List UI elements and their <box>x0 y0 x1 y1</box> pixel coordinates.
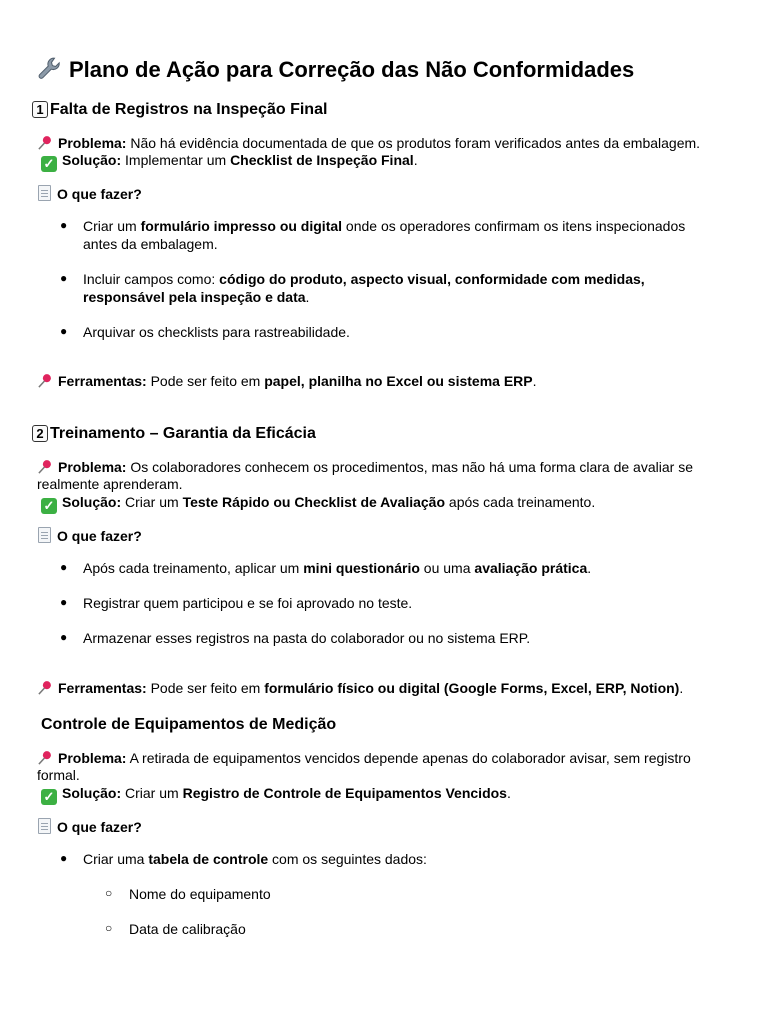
list-item: Após cada treinamento, aplicar um mini questionário ou uma avaliação prática. <box>83 560 592 576</box>
list-item: Armazenar esses registros na pasta do colaborador ou no sistema ERP. <box>83 630 531 646</box>
bullet-icon: ● <box>60 595 68 609</box>
page-title <box>36 55 634 83</box>
list-item: Criar uma tabela de controle com os seguintes dados: <box>83 851 427 867</box>
check-mark-icon: ✓ <box>41 156 57 172</box>
check-mark-icon: ✓ <box>41 498 57 514</box>
bullet-icon: ● <box>60 560 68 574</box>
wrench-icon <box>36 55 62 81</box>
pushpin-icon <box>37 135 53 151</box>
bullet-icon: ● <box>60 324 68 338</box>
list-item: Incluir campos como: código do produto, aspecto visual, conformidade com medidas, <box>83 271 645 287</box>
keycap-1-icon: 1 <box>32 101 48 118</box>
section-3-problema-continuation: formal. <box>37 767 80 783</box>
hollow-bullet-icon: ○ <box>105 886 113 900</box>
document-icon <box>38 185 51 201</box>
section-3-problema: Problema: A retirada de equipamentos vencidos depende apenas do colaborador avisar, sem registro <box>37 750 691 768</box>
section-2-problema: Problema: Os colaboradores conhecem os procedimentos, mas não há uma forma clara de avaliar se <box>37 459 693 477</box>
section-3-heading <box>41 715 336 735</box>
sub-list-item: Nome do equipamento <box>129 886 271 902</box>
bullet-icon: ● <box>60 851 68 865</box>
list-item-continuation: antes da embalagem. <box>83 236 218 252</box>
keycap-2-icon: 2 <box>32 425 48 442</box>
bullet-icon: ● <box>60 630 68 644</box>
section-2-solucao: ✓ Solução: Criar um Teste Rápido ou Checklist de Avaliação após cada treinamento. <box>41 494 595 514</box>
section-2-o-que-fazer: O que fazer? <box>38 527 142 546</box>
list-item: Arquivar os checklists para rastreabilidade. <box>83 324 350 340</box>
section-2-heading <box>32 424 316 444</box>
section-3-o-que-fazer: O que fazer? <box>38 818 142 837</box>
section-3-title: Controle de Equipamentos de Medição <box>41 716 337 733</box>
section-1-heading <box>32 100 327 120</box>
section-2-ferramentas: Ferramentas: Pode ser feito em formulário físico ou digital (Google Forms, Excel, ERP, Notion). <box>37 680 683 698</box>
pushpin-icon <box>37 459 53 475</box>
section-1-title: Falta de Registros na Inspeção Final <box>50 101 328 118</box>
document-icon <box>38 527 51 543</box>
title-text: Plano de Ação para Correção das Não Conformidades <box>69 57 635 82</box>
section-1-solucao: ✓ Solução: Implementar um Checklist de Inspeção Final. <box>41 152 418 172</box>
sub-list-item: Data de calibração <box>129 921 246 937</box>
pushpin-icon <box>37 373 53 389</box>
pushpin-icon <box>37 680 53 696</box>
section-1-o-que-fazer: O que fazer? <box>38 185 142 204</box>
section-2-title: Treinamento – Garantia da Eficácia <box>50 425 316 442</box>
list-item: Registrar quem participou e se foi aprovado no teste. <box>83 595 413 611</box>
section-3-solucao: ✓ Solução: Criar um Registro de Controle de Equipamentos Vencidos. <box>41 785 511 805</box>
check-mark-icon: ✓ <box>41 789 57 805</box>
section-1-problema: Problema: Não há evidência documentada de que os produtos foram verificados antes da embalagem. <box>37 135 700 153</box>
section-1-ferramentas: Ferramentas: Pode ser feito em papel, planilha no Excel ou sistema ERP. <box>37 373 537 391</box>
list-item: Criar um formulário impresso ou digital onde os operadores confirmam os itens inspecionados <box>83 218 686 234</box>
bullet-icon: ● <box>60 218 68 232</box>
list-item-continuation: responsável pela inspeção e data. <box>83 289 310 305</box>
hollow-bullet-icon: ○ <box>105 921 113 935</box>
document-icon <box>38 818 51 834</box>
section-2-problema-continuation: realmente aprenderam. <box>37 476 183 492</box>
bullet-icon: ● <box>60 271 68 285</box>
pushpin-icon <box>37 750 53 766</box>
